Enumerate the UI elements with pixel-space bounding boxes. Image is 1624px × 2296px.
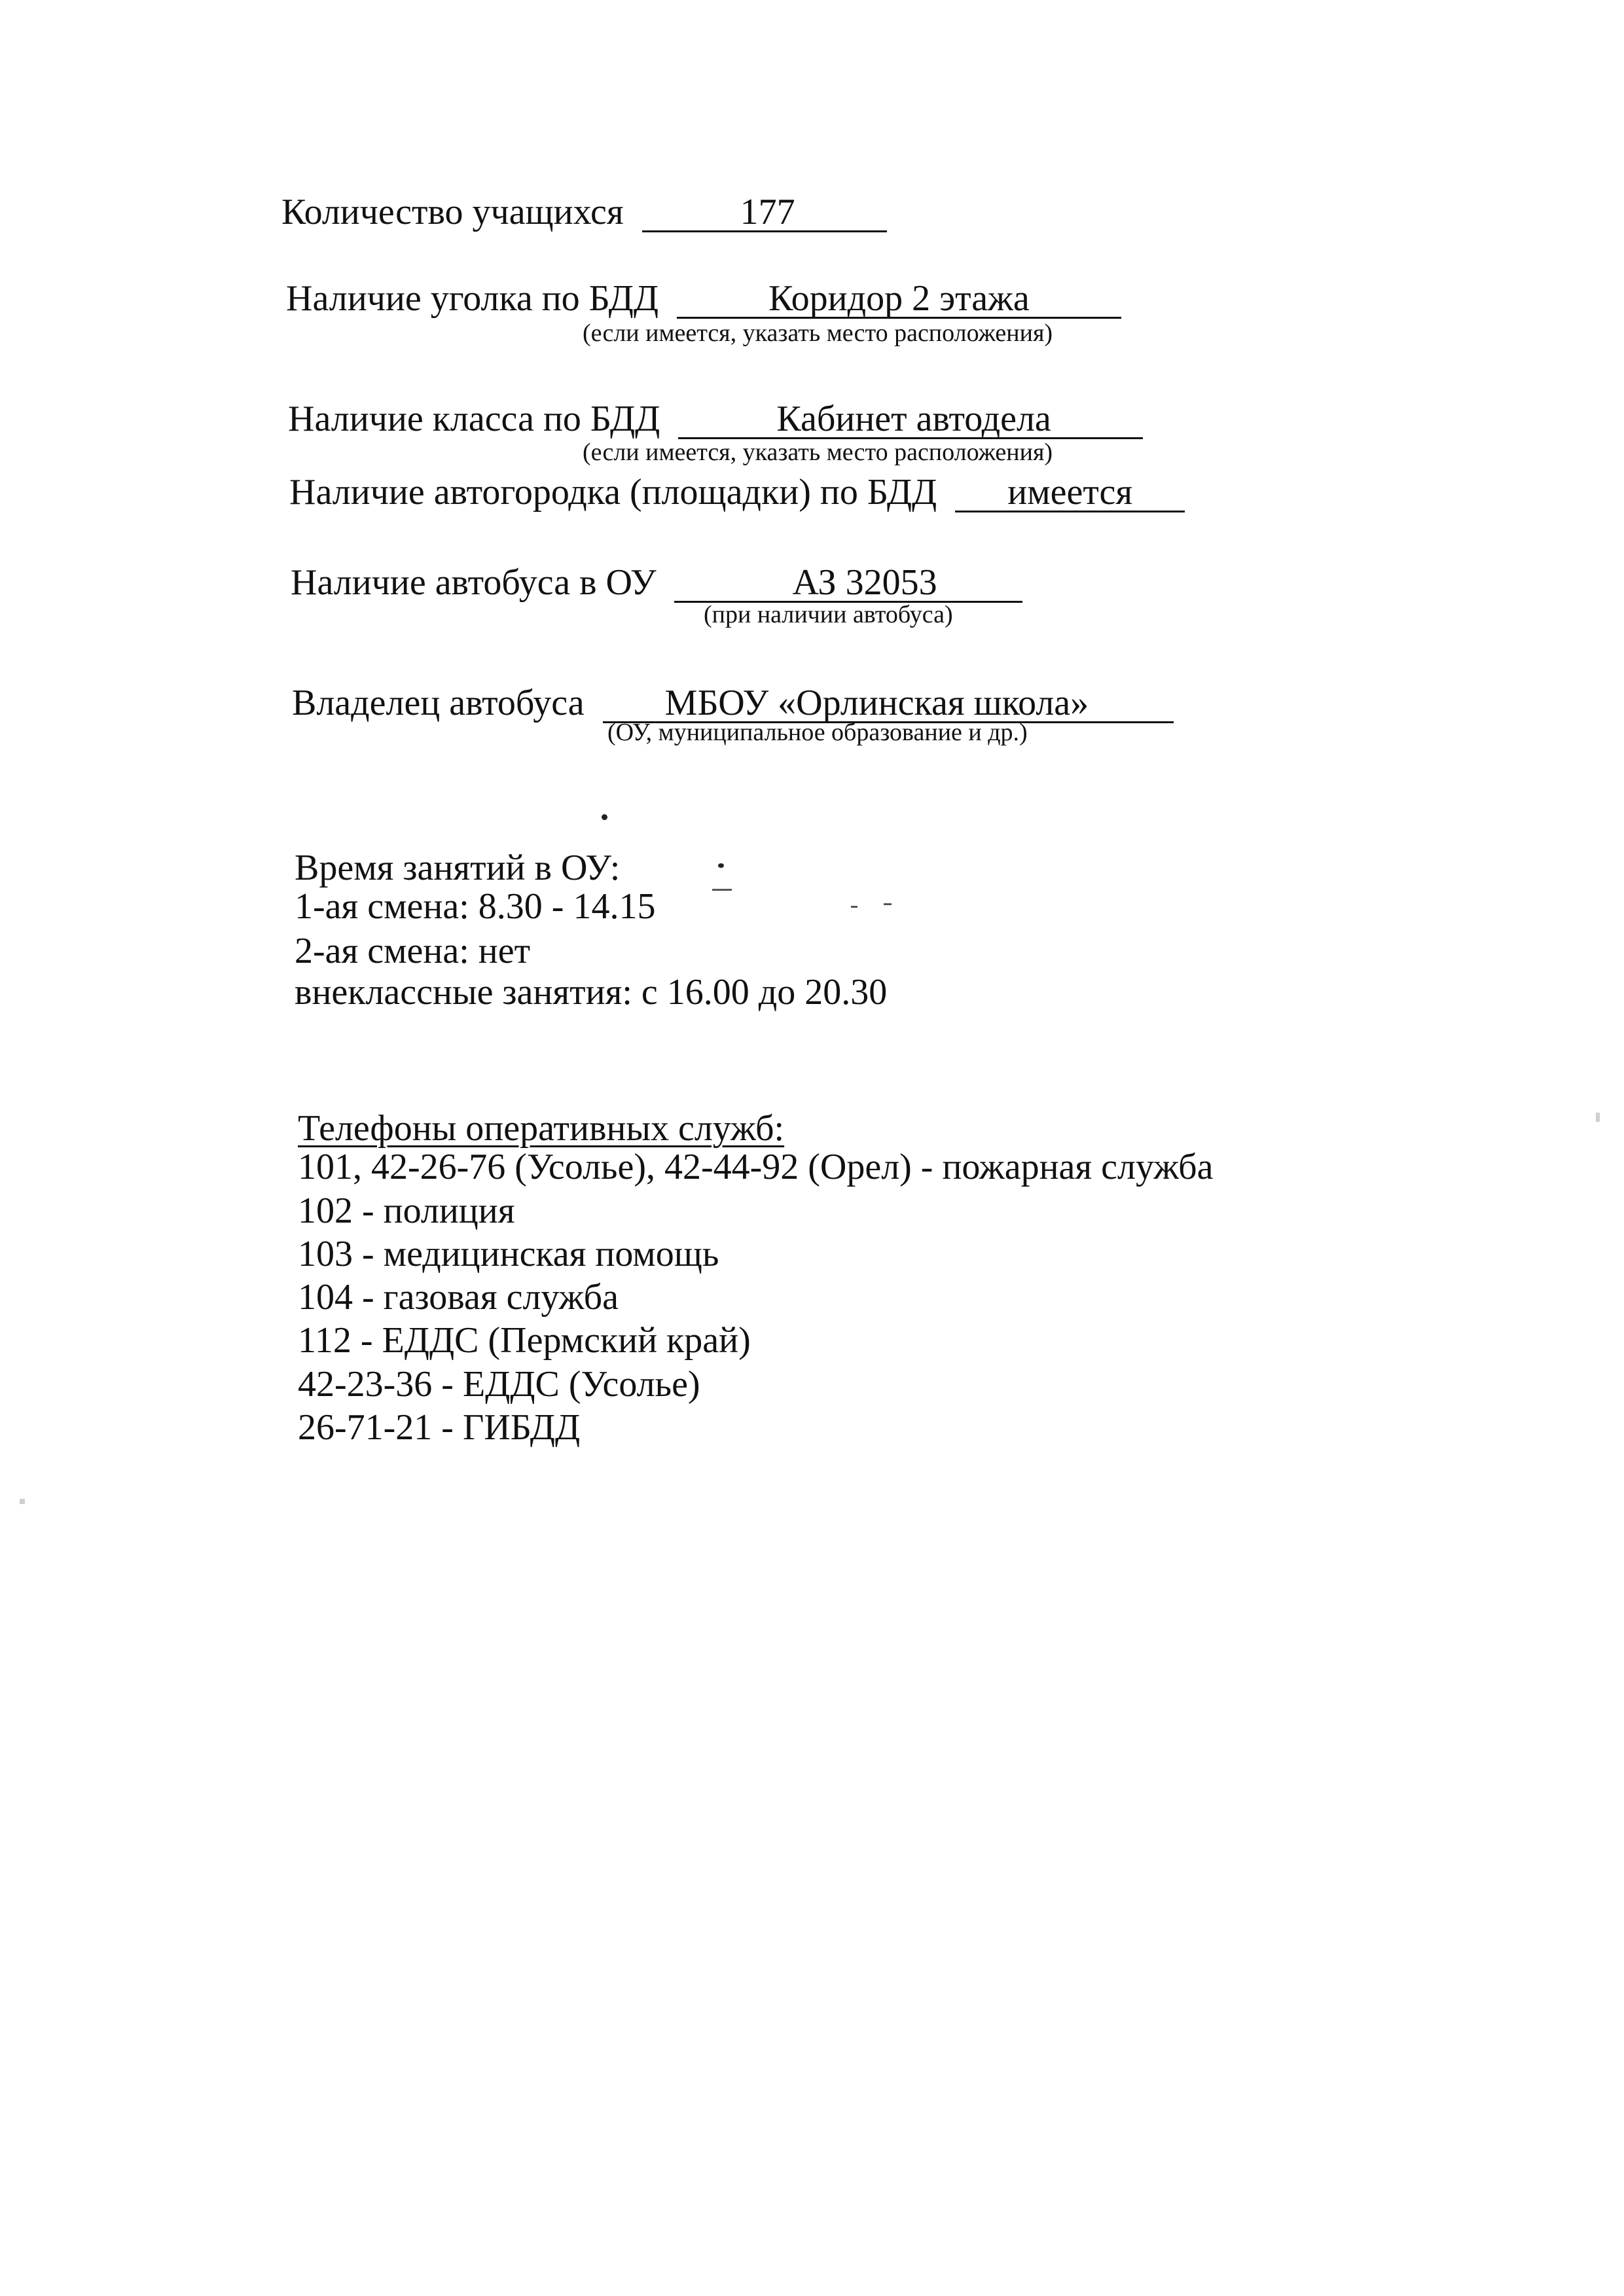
scan-speck [712, 889, 732, 891]
bus-hint: (при наличии автобуса) [704, 601, 953, 628]
bus-line [291, 564, 1022, 603]
classroom-line [288, 401, 1143, 439]
phone-item-fire: 101, 42-26-76 (Усолье), 42-44-92 (Орел) - пожарная служба [298, 1147, 1214, 1187]
phone-item-medical: 103 - медицинская помощь [298, 1234, 719, 1274]
corner-label: Наличие уголка по БДД [286, 278, 659, 319]
students-line [281, 194, 887, 232]
autotown-label: Наличие автогородка (площадки) по БДД [289, 472, 937, 512]
scan-edge-mark [1596, 1113, 1600, 1122]
phone-item-edds-perm: 112 - ЕДДС (Пермский край) [298, 1320, 751, 1361]
corner-value: Коридор 2 этажа [768, 278, 1030, 319]
bus-owner-hint: (ОУ, муниципальное образование и др.) [607, 719, 1028, 746]
phone-item-edds-usolye: 42-23-36 - ЕДДС (Усолье) [298, 1364, 700, 1405]
corner-field [677, 280, 1121, 319]
bus-owner-field [603, 685, 1174, 723]
corner-hint: (если имеется, указать место расположения) [583, 319, 1053, 347]
phone-item-gibdd: 26-71-21 - ГИБДД [298, 1407, 581, 1448]
bus-value: АЗ 32053 [792, 562, 937, 603]
classroom-value: Кабинет автодела [776, 399, 1051, 439]
schedule-shift2: 2-ая смена: нет [295, 931, 531, 971]
scan-speck [884, 903, 892, 905]
scan-edge-mark [20, 1499, 25, 1504]
autotown-field [955, 474, 1185, 512]
students-value: 177 [740, 192, 795, 232]
autotown-line [289, 474, 1185, 512]
bus-owner-value: МБОУ «Орлинская школа» [664, 683, 1089, 723]
schedule-extracurricular: внеклассные занятия: с 16.00 до 20.30 [295, 972, 888, 1013]
classroom-label: Наличие класса по БДД [288, 399, 660, 439]
schedule-heading: Время занятий в ОУ: [295, 848, 621, 888]
students-field [642, 194, 887, 232]
classroom-field [678, 401, 1142, 439]
phone-item-police: 102 - полиция [298, 1191, 515, 1231]
corner-line [286, 280, 1121, 319]
scan-speck [851, 906, 857, 908]
bus-owner-label: Владелец автобуса [292, 683, 585, 723]
classroom-hint: (если имеется, указать место расположения) [583, 439, 1053, 466]
phone-item-gas: 104 - газовая служба [298, 1277, 619, 1318]
bus-owner-line [292, 685, 1174, 723]
bus-field [674, 564, 1022, 603]
schedule-shift1: 1-ая смена: 8.30 - 14.15 [295, 886, 656, 927]
scan-speck [718, 863, 724, 868]
autotown-value: имеется [1007, 472, 1133, 512]
scan-speck [602, 814, 607, 820]
bus-label: Наличие автобуса в ОУ [291, 562, 657, 603]
phones-heading: Телефоны оперативных служб: [298, 1108, 785, 1149]
students-label: Количество учащихся [281, 192, 624, 232]
